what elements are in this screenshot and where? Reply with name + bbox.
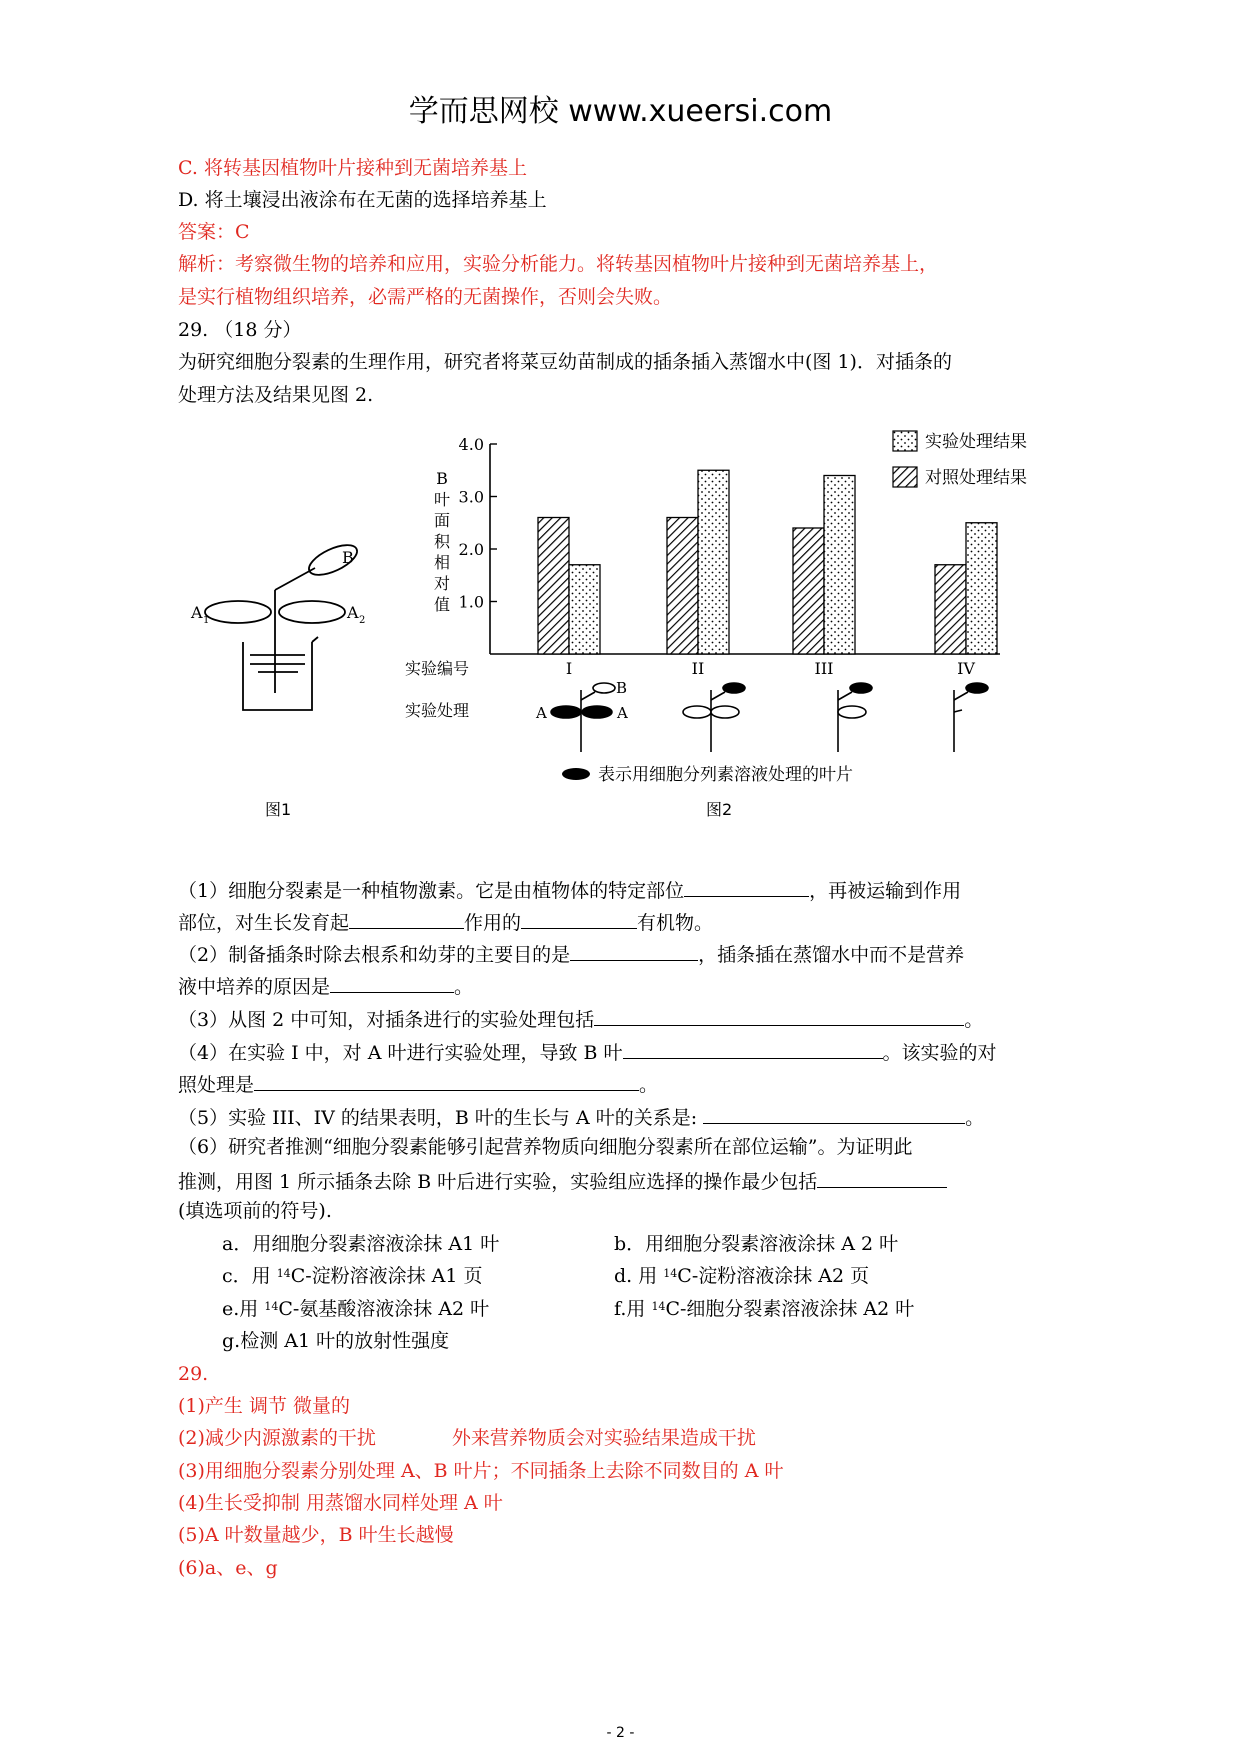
figure2-caption: 图2: [706, 800, 733, 819]
x-tick-label: III: [814, 659, 834, 678]
fig1-label-a1: A: [191, 603, 203, 622]
answer-number: 29.: [178, 1363, 209, 1385]
y-tick-label: 3.0: [458, 487, 484, 507]
treatment-diagram-ii: [683, 683, 745, 752]
y-label-char: 值: [433, 595, 451, 614]
chart-y-axis-label: [434, 469, 451, 614]
bar-hatched-III: [793, 528, 824, 654]
beaker-body: [243, 642, 312, 710]
option-c-text: C. 将转基因植物叶片接种到无菌培养基上: [178, 157, 527, 179]
blank-1-2[interactable]: [349, 908, 464, 929]
option-g: g.检测 A1 叶的放射性强度: [222, 1330, 450, 1352]
treatment-diagram-iv: [954, 683, 988, 752]
legend-swatch-hatched: [893, 467, 917, 487]
option-e: e.用 $^{14}$C-氨基酸溶液涂抹 A2 叶: [222, 1298, 490, 1320]
subquestion-4-line-2: 照处理是 。: [178, 1070, 658, 1097]
subquestion-3: （3）从图 2 中可知，对插条进行的实验处理包括 。: [178, 1005, 983, 1032]
page-number: - 2 -: [606, 1725, 635, 1741]
y-label-char: 对: [433, 574, 451, 593]
answer-text: 答案：C: [178, 221, 250, 243]
chart-y-ticks: [459, 435, 497, 612]
footnote-leaf-icon: [562, 768, 590, 780]
question-stem-line-2: 处理方法及结果见图 2.: [178, 384, 374, 406]
fig1-label-b: B: [342, 548, 354, 567]
y-tick-label: 4.0: [458, 435, 484, 454]
answer-2: (2)减少内源激素的干扰 外来营养物质会对实验结果造成干扰: [178, 1427, 756, 1449]
option-d: d. 用 $^{14}$C-淀粉溶液涂抹 A2 页: [614, 1265, 870, 1287]
subquestion-6-line-1: （6）研究者推测“细胞分裂素能够引起营养物质向细胞分裂素所在部位运输”。为证明此: [178, 1136, 913, 1158]
y-tick-label: 1.0: [458, 592, 484, 612]
treatment-diagram-i: [551, 683, 615, 752]
subquestion-1-line-1: （1）细胞分裂素是一种植物激素。它是由植物体的特定部位 ，再被运输到作用: [178, 876, 961, 903]
chart-x-ticks: [566, 659, 976, 678]
subquestion-6-line-2: 推测，用图 1 所示插条去除 B 叶后进行实验，实验组应选择的操作最少包括: [178, 1167, 947, 1194]
y-label-char: 叶: [433, 490, 451, 509]
subquestion-2-line-2: 液中培养的原因是 。: [178, 972, 473, 999]
treatment-diagram-iii: [838, 683, 872, 752]
answer-1: (1)产生 调节 微量的: [178, 1395, 350, 1417]
x-tick-label: IV: [957, 659, 975, 678]
subquestion-6-line-3: (填选项前的符号).: [178, 1200, 332, 1222]
option-b: b．用细胞分裂素溶液涂抹 A 2 叶: [614, 1233, 899, 1255]
y-tick-label: 2.0: [458, 540, 484, 559]
blank-5-1[interactable]: [703, 1103, 965, 1124]
chart-bars: [538, 470, 997, 654]
y-label-char: 积: [433, 532, 451, 551]
blank-4-2[interactable]: [254, 1070, 639, 1091]
bar-hatched-IV: [935, 565, 966, 654]
y-label-char: 面: [433, 511, 451, 530]
fig1-label-a1-sub: 1: [203, 615, 210, 626]
analysis-line-1: 解析：考察微生物的培养和应用，实验分析能力。将转基因植物叶片接种到无菌培养基上，: [178, 253, 939, 275]
figure1-plant-diagram: [205, 539, 361, 710]
option-f: f.用 $^{14}$C-细胞分裂素溶液涂抹 A2 叶: [614, 1298, 915, 1320]
figure-area: [0, 0, 1241, 840]
option-c: c．用 $^{14}$C-淀粉溶液涂抹 A1 页: [222, 1265, 483, 1287]
blank-3-1[interactable]: [594, 1005, 964, 1026]
leaf-a1: [205, 601, 271, 623]
fig1-label-a2-sub: 2: [359, 615, 366, 626]
blank-2-1[interactable]: [570, 940, 698, 961]
treatment-label-a-left: A: [536, 704, 547, 722]
y-label-char: 相: [433, 553, 451, 572]
blank-4-1[interactable]: [623, 1038, 883, 1059]
subquestion-4-line-1: （4）在实验 I 中，对 A 叶进行实验处理，导致 B 叶 。该实验的对: [178, 1038, 997, 1065]
legend-swatch-dotted: [893, 431, 917, 451]
answer-4: (4)生长受抑制 用蒸馏水同样处理 A 叶: [178, 1492, 503, 1514]
row-label-experiment-number: 实验编号: [405, 659, 470, 678]
figure1-caption: 图1: [265, 800, 292, 819]
blank-1-1[interactable]: [684, 876, 809, 897]
bar-dotted-I: [569, 565, 600, 654]
answer-3: (3)用细胞分裂素分别处理 A、B 叶片；不同插条上去除不同数目的 A 叶: [178, 1460, 784, 1482]
bar-dotted-II: [698, 470, 729, 654]
page-header-title: 学而思网校 www.xueersi.com: [408, 94, 833, 129]
beaker-spout: [312, 637, 318, 642]
blank-1-3[interactable]: [521, 908, 637, 929]
bar-hatched-II: [667, 518, 698, 655]
blank-6-1[interactable]: [817, 1167, 947, 1188]
bar-hatched-I: [538, 518, 569, 655]
question-number: 29. （18 分）: [178, 319, 302, 341]
x-tick-label: I: [565, 659, 573, 678]
question-stem-line-1: 为研究细胞分裂素的生理作用，研究者将菜豆幼苗制成的插条插入蒸馏水中(图 1)．对插条的: [178, 351, 952, 373]
bar-dotted-IV: [966, 523, 997, 654]
subquestion-2-line-1: （2）制备插条时除去根系和幼芽的主要目的是 ，插条插在蒸馏水中而不是营养: [178, 940, 964, 967]
bar-dotted-III: [824, 476, 855, 655]
treatment-label-a-right: A: [617, 704, 628, 722]
leaf-a2: [279, 601, 345, 623]
treatment-label-b: B: [616, 679, 628, 697]
x-tick-label: II: [691, 659, 705, 678]
figure2-footnote: 表示用细胞分列素溶液处理的叶片: [598, 765, 853, 785]
subquestion-5: （5）实验 III、IV 的结果表明，B 叶的生长与 A 叶的关系是: 。: [178, 1103, 984, 1130]
option-d-text: D. 将土壤浸出液涂布在无菌的选择培养基上: [178, 189, 547, 211]
fig1-label-a2: A: [347, 603, 359, 622]
analysis-line-2: 是实行植物组织培养，必需严格的无菌操作，否则会失败。: [178, 286, 673, 308]
y-label-char: B: [436, 469, 448, 488]
subquestion-1-line-2: 部位，对生长发育起 作用的 有机物。: [178, 908, 713, 935]
option-a: a．用细胞分裂素溶液涂抹 A1 叶: [222, 1233, 500, 1255]
blank-2-2[interactable]: [330, 972, 454, 993]
answer-5: (5)A 叶数量越少，B 叶生长越慢: [178, 1524, 454, 1546]
legend-label-experiment: 实验处理结果: [925, 432, 1027, 452]
row-label-treatment: 实验处理: [405, 701, 470, 720]
legend-label-control: 对照处理结果: [925, 468, 1027, 488]
answer-6: (6)a、e、g: [178, 1557, 278, 1579]
